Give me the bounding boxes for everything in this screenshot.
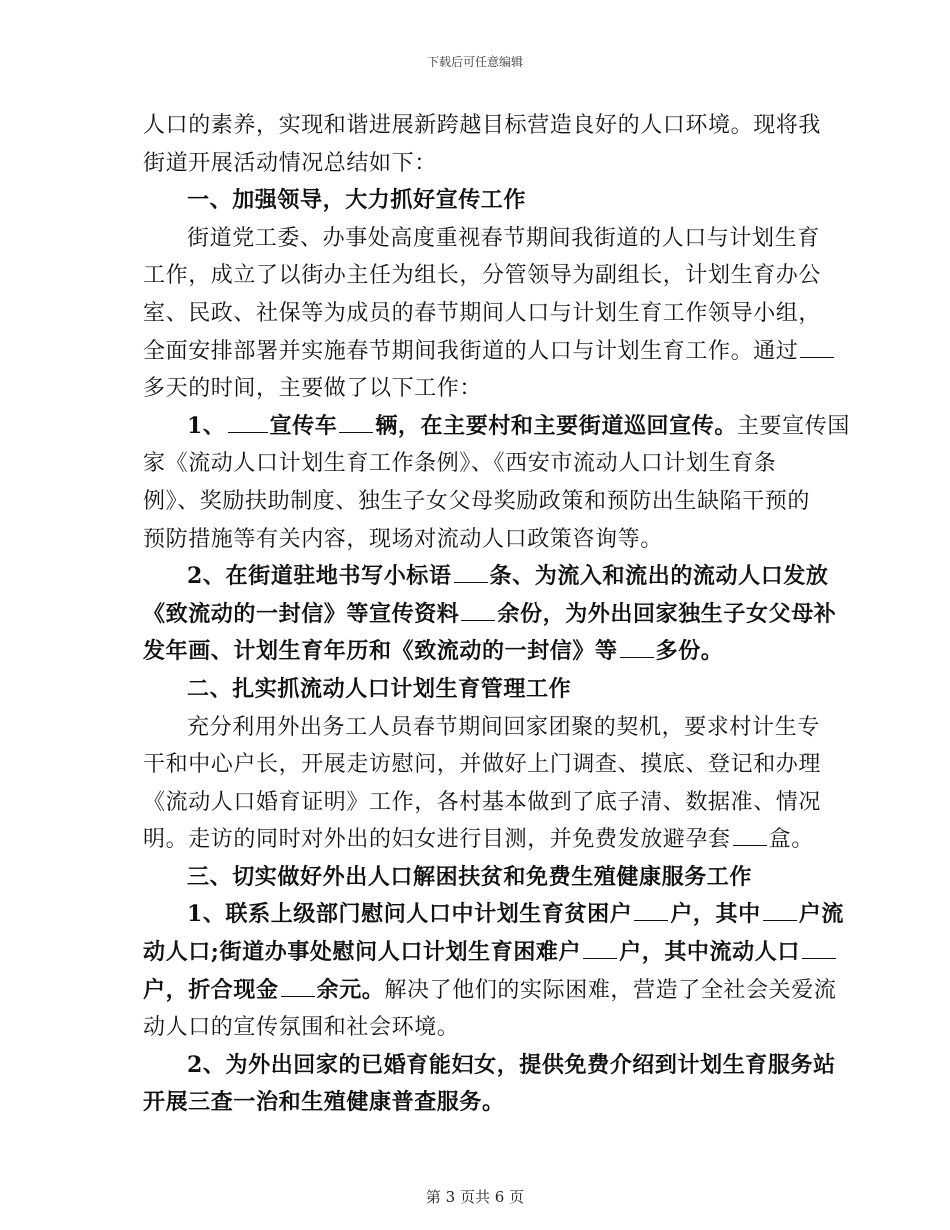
text-span: 动人口;街道办事处慰问人口计划生育困难户 [143, 939, 582, 966]
paragraph-line: 例》、奖励扶助制度、独生子女父母奖励政策和预防出生缺陷干预的 [143, 488, 811, 514]
text-span: 余元。 [316, 976, 385, 1003]
paragraph-line: 街道开展活动情况总结如下： [143, 150, 437, 176]
fill-blank [461, 600, 495, 621]
paragraph-line: 动人口的宣传氛围和社会环境。 [143, 1015, 460, 1041]
text-span: 辆，在主要村和主要街道巡回宣传。 [375, 412, 737, 439]
text-span: 户，其中 [670, 901, 761, 928]
paragraph-line: 干和中心户长，开展走访慰问，并做好上门调查、摸底、登记和办理 [143, 752, 822, 778]
paragraph-line: 工作，成立了以街办主任为组长，分管领导为副组长，计划生育办公 [143, 263, 822, 289]
paragraph-line [143, 633, 811, 671]
section-heading-2: 二、扎实抓流动人口计划生育管理工作 [187, 675, 572, 702]
text-span: 1、 [187, 412, 226, 439]
text-span: 《致流动的一封信》等宣传资料 [143, 600, 460, 627]
fill-blank [802, 938, 836, 959]
paragraph-line [143, 333, 811, 371]
paragraph-line [143, 821, 814, 859]
text-span: 多份。 [655, 638, 724, 665]
paragraph-line: 街道党工委、办事处高度重视春节期间我街道的人口与计划生育 [187, 225, 820, 251]
text-span: 主要宣传国 [736, 413, 850, 439]
document-body [143, 107, 850, 1122]
text-span: 盒。 [768, 827, 814, 853]
text-span: 宣传车 [269, 412, 338, 439]
page-footer: 第 3 页共 6 页 [425, 1188, 525, 1206]
text-span: 条、为流入和流出的流动人口发放 [489, 563, 829, 590]
text-span: 解决了他们的实际困难，营造了全社会关爱流 [384, 977, 837, 1003]
paragraph-line: 多天的时间，主要做了以下工作： [143, 376, 483, 402]
fill-blank [634, 900, 668, 921]
fill-blank [228, 412, 268, 433]
fill-blank [733, 825, 767, 846]
text-span: 2、在街道驻地书写小标语 [187, 563, 452, 590]
paragraph-line [143, 596, 837, 634]
text-span: 户流 [798, 901, 844, 928]
paragraph-line: 2、为外出回家的已婚育能妇女，提供免费介绍到计划生育服务站 [187, 1051, 836, 1078]
fill-blank [763, 900, 797, 921]
fill-blank [339, 412, 373, 433]
paragraph-line: 预防措施等有关内容，现场对流动人口政策咨询等。 [143, 526, 663, 552]
text-span: 全面安排部署并实施春节期间我街道的人口与计划生育工作。通过 [143, 338, 799, 364]
paragraph-line [143, 934, 811, 972]
section-heading-3: 三、切实做好外出人口解困扶贫和免费生殖健康服务工作 [187, 863, 753, 890]
fill-blank [800, 337, 834, 358]
paragraph-line: 开展三查一治和生殖健康普查服务。 [143, 1089, 505, 1116]
fill-blank [620, 637, 654, 658]
fill-blank [281, 976, 315, 997]
paragraph-line: 充分利用外出务工人员春节期间回家团聚的契机，要求村计生专 [187, 714, 820, 740]
paragraph-line [143, 896, 844, 934]
page-header: 下载后可任意编辑 [426, 55, 523, 69]
paragraph-line: 《流动人口婚育证明》工作，各村基本做到了底子清、数据准、情况 [143, 789, 822, 815]
paragraph-line: 室、民政、社保等为成员的春节期间人口与计划生育工作领导小组， [143, 300, 822, 326]
text-span: 余份，为外出回家独生子女父母补 [497, 600, 837, 627]
text-span: 1、联系上级部门慰问人口中计划生育贫困户 [187, 901, 633, 928]
paragraph-line [143, 558, 829, 596]
text-span: 户，折合现金 [143, 976, 279, 1003]
text-span: 明。走访的同时对外出的妇女进行目测，并免费发放避孕套 [143, 827, 731, 853]
paragraph-line [143, 408, 850, 446]
text-span: 户，其中流动人口 [619, 939, 800, 966]
paragraph-line: 人口的素养，实现和谐进展新跨越目标营造良好的人口环境。现将我 [143, 113, 822, 138]
section-heading-1: 一、加强领导，大力抓好宣传工作 [187, 187, 527, 214]
fill-blank [454, 562, 488, 583]
fill-blank [583, 938, 617, 959]
paragraph-line [143, 972, 837, 1010]
paragraph-line: 家《流动人口计划生育工作条例》、《西安市流动人口计划生育条 [143, 451, 777, 477]
text-span: 发年画、计划生育年历和《致流动的一封信》等 [143, 638, 618, 665]
